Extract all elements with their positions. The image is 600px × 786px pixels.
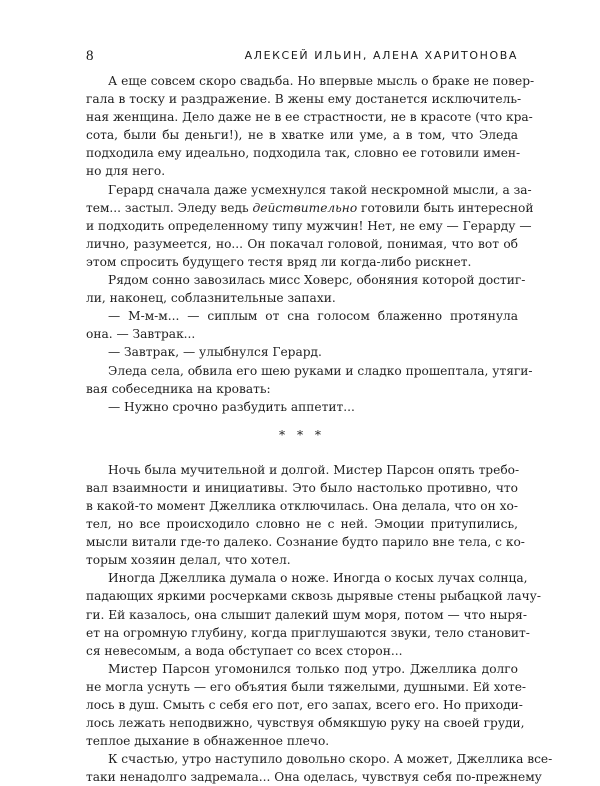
paragraph xyxy=(86,750,553,786)
text-line: — М-м-м... — сиплым от сна голосом блаженно протянула xyxy=(108,309,518,324)
scene-separator: * * * xyxy=(278,427,326,442)
text-line: торым хозяин делал, что хотел. xyxy=(86,553,291,568)
text-line: лось в душ. Смыть с себя его пот, его запах, всего его. Но приходи- xyxy=(86,698,523,712)
text-line: ет на огромную глубину, когда приглушаются звуки, тело становит- xyxy=(86,625,530,640)
text-line: лось лежать неподвижно, чувствуя обмякшую руку на своей груди, xyxy=(86,716,525,731)
text-line: ся невесомым, а вода обступает со всех сторон... xyxy=(86,643,403,658)
text-line: не могла уснуть — его объятия были тяжелыми, душными. Ей хоте- xyxy=(86,679,527,694)
paragraph xyxy=(86,569,541,659)
text-line: Ночь была мучительной и долгой. Мистер Парсон опять требо- xyxy=(108,462,520,477)
text-line: К счастью, утро наступило довольно скоро. А может, Джеллика все- xyxy=(108,752,553,767)
text-fragment: готовили быть интересной xyxy=(357,200,534,215)
paragraph xyxy=(86,362,533,398)
scene-break xyxy=(86,416,518,461)
text-line: она. — Завтрак... xyxy=(86,327,196,342)
paragraph xyxy=(86,307,518,343)
text-line: ли, наконец, соблазнительные запахи. xyxy=(86,291,336,306)
text-line: Иногда Джеллика думала о ноже. Иногда о косых лучах солнца, xyxy=(108,571,528,586)
text-line: лично, разумеется, но... Он покачал головой, понимая, что вот об xyxy=(86,236,518,251)
text-line: Герард сначала даже усмехнулся такой нескромной мысли, а за- xyxy=(108,182,532,197)
text-line: Эледа села, обвила его шею руками и сладко прошептала, утяги- xyxy=(108,363,533,378)
text-line: — Нужно срочно разбудить аппетит... xyxy=(108,399,355,414)
text-line: тел, но все происходило словно не с ней. Эмоции притупились, xyxy=(86,517,518,532)
page-header xyxy=(86,48,518,70)
text-line: Рядом сонно завозилась мисс Ховерс, обоняния которой достиг- xyxy=(108,273,526,288)
text-line: этом спросить будущего тестя вряд ли когда-либо рискнет. xyxy=(86,254,472,269)
text-line: ги. Ей казалось, она слышит далекий шум моря, потом — что ныря- xyxy=(86,607,527,622)
paragraph xyxy=(86,660,527,750)
text-line: подходила ему идеально, подходила так, словно ее готовили имен- xyxy=(86,146,521,161)
running-title: АЛЕКСЕЙ ИЛЬИН, АЛЕНА ХАРИТОНОВА xyxy=(244,49,518,62)
paragraph xyxy=(86,271,526,307)
text-line xyxy=(86,199,534,217)
text-line: теплое дыхание в обнаженное плечо. xyxy=(86,734,330,749)
text-line: вая собеседника на кровать: xyxy=(86,381,271,396)
text-line: сота, были бы деньги!), не в хватке или уме, а в том, что Эледа xyxy=(86,128,518,143)
text-line: падающих яркими росчерками сквозь дырявые стены рыбацкой лачу- xyxy=(86,589,541,604)
text-line: в какой-то момент Джеллика отключилась. Она делала, что он хо- xyxy=(86,498,518,513)
paragraph xyxy=(86,72,535,181)
text-line: Мистер Парсон угомонился только под утро. Джеллика долго xyxy=(108,661,518,676)
text-line: мысли витали где-то далеко. Сознание будто парило вне тела, с ко- xyxy=(86,535,525,550)
text-line: ная женщина. Дело даже не в ее страстности, не в красоте (что кра- xyxy=(86,110,533,125)
text-line: вал взаимности и инициативы. Это было настолько противно, что xyxy=(86,480,518,495)
paragraph xyxy=(86,181,534,271)
text-line: гала в тоску и раздражение. В жены ему достанется исключитель- xyxy=(86,92,522,107)
text-line: но для него. xyxy=(86,164,166,179)
text-line: и подходить определенному типу мужчин! Нет, не ему — Герарду — xyxy=(86,218,532,233)
text-line: А еще совсем скоро свадьба. Но впервые мысль о браке не повер- xyxy=(108,74,535,88)
text-line: — Завтрак, — улыбнулся Герард. xyxy=(108,345,322,360)
emphasized-word: действительно xyxy=(252,200,358,215)
body-text xyxy=(86,72,553,786)
paragraph xyxy=(86,461,525,570)
text-fragment: тем... застыл. Эледу ведь xyxy=(86,200,249,215)
text-line: таки ненадолго задремала... Она оделась, чувствуя себя по-прежнему xyxy=(86,770,542,785)
page-number: 8 xyxy=(86,48,94,64)
